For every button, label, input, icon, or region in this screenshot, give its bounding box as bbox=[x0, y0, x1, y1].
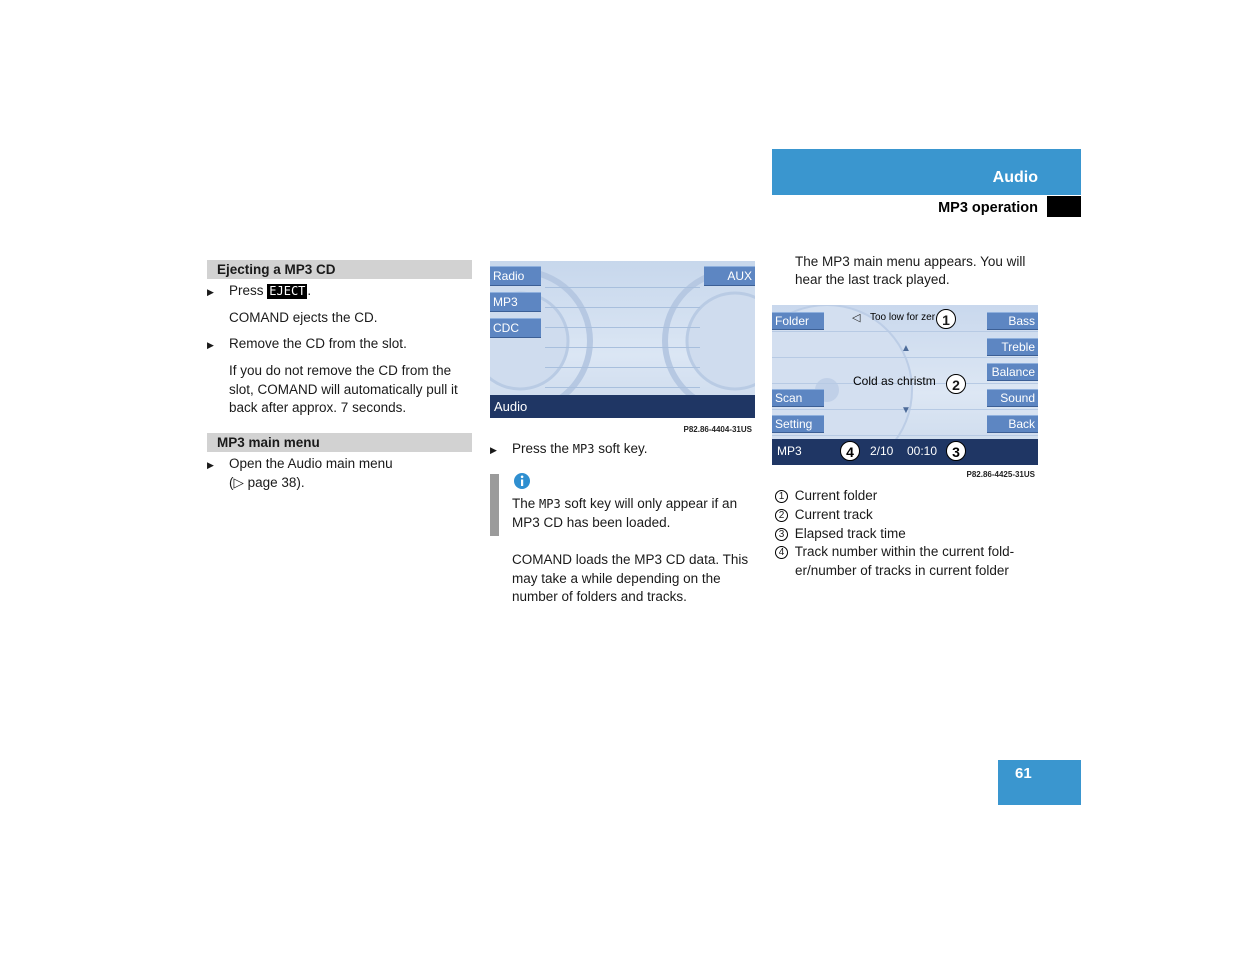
eject-key: EJECT bbox=[269, 284, 306, 298]
page-number: 61 bbox=[1015, 765, 1032, 782]
info-text: MP3 CD has been loaded. bbox=[512, 515, 671, 530]
back-soft-key[interactable]: Back bbox=[987, 415, 1038, 433]
track-up-arrow-icon[interactable]: ▲ bbox=[901, 343, 911, 354]
result-text: may take a while depending on the bbox=[512, 571, 721, 586]
legend-item: 2 Current track bbox=[775, 506, 873, 525]
chapter-title: Audio bbox=[992, 169, 1038, 186]
mp3-key-label: MP3 bbox=[572, 442, 595, 456]
intro-text: hear the last track played. bbox=[795, 272, 950, 287]
mp3-status-bar bbox=[772, 439, 1038, 465]
current-track-name: Cold as christm bbox=[853, 374, 936, 388]
status-source-label: MP3 bbox=[777, 444, 802, 458]
divider bbox=[772, 331, 1038, 332]
note-line: If you do not remove the CD from the bbox=[229, 363, 452, 378]
info-text: The MP3 soft key will only appear if an bbox=[512, 496, 738, 511]
intro-text: The MP3 main menu appears. You will bbox=[795, 254, 1026, 269]
instruction-open-audio: Open the Audio main menu bbox=[229, 456, 393, 471]
divider bbox=[545, 387, 700, 388]
divider bbox=[545, 347, 700, 348]
bass-soft-key[interactable]: Bass bbox=[987, 312, 1038, 330]
screen-status-bar: Audio bbox=[490, 395, 755, 418]
divider bbox=[772, 435, 1038, 436]
treble-soft-key[interactable]: Treble bbox=[987, 338, 1038, 356]
legend-item: 4 Track number within the current fold- bbox=[775, 543, 1014, 562]
figure-caption: P82.86-4425-31US bbox=[966, 470, 1035, 479]
setting-soft-key[interactable]: Setting bbox=[772, 415, 824, 433]
divider bbox=[545, 307, 700, 308]
divider bbox=[545, 327, 700, 328]
scan-soft-key[interactable]: Scan bbox=[772, 389, 824, 407]
instruction-press-mp3: Press the MP3 soft key. bbox=[512, 441, 648, 456]
section-subtitle: MP3 operation bbox=[938, 200, 1038, 216]
balance-soft-key[interactable]: Balance bbox=[987, 363, 1038, 381]
mp3-menu-screenshot bbox=[772, 305, 1038, 465]
mp3-soft-key[interactable]: MP3 bbox=[490, 292, 541, 312]
info-sidebar bbox=[490, 474, 499, 536]
result-text: COMAND loads the MP3 CD data. This bbox=[512, 552, 749, 567]
bullet-arrow-icon: ▶ bbox=[207, 287, 214, 297]
callout-2: 2 bbox=[946, 374, 966, 394]
page-number-box bbox=[998, 760, 1081, 805]
legend-continuation: er/number of tracks in current folder bbox=[795, 563, 1009, 578]
info-icon bbox=[513, 472, 531, 490]
result-text: number of folders and tracks. bbox=[512, 589, 687, 604]
bullet-arrow-icon: ▶ bbox=[207, 340, 214, 350]
track-down-arrow-icon[interactable]: ▼ bbox=[901, 405, 911, 416]
section-heading-eject: Ejecting a MP3 CD bbox=[207, 260, 472, 279]
instruction-press-eject: Press EJECT . bbox=[229, 283, 312, 298]
divider bbox=[545, 367, 700, 368]
note-line: slot, COMAND will automatically pull it bbox=[229, 382, 458, 397]
callout-4: 4 bbox=[840, 441, 860, 461]
current-folder-name: Too low for zer bbox=[870, 312, 936, 323]
bullet-arrow-icon: ▶ bbox=[207, 460, 214, 470]
radio-soft-key[interactable]: Radio bbox=[490, 266, 541, 286]
aux-soft-key[interactable]: AUX bbox=[704, 266, 755, 286]
cdc-soft-key[interactable]: CDC bbox=[490, 318, 541, 338]
figure-caption: P82.86-4404-31US bbox=[683, 425, 752, 434]
bullet-arrow-icon: ▶ bbox=[490, 445, 497, 455]
legend-item: 1 Current folder bbox=[775, 487, 877, 506]
folder-soft-key[interactable]: Folder bbox=[772, 312, 824, 330]
elapsed-time: 00:10 bbox=[907, 444, 938, 458]
note-line: back after approx. 7 seconds. bbox=[229, 400, 407, 415]
header-marker bbox=[1047, 196, 1081, 217]
mp3-key-label: MP3 bbox=[539, 497, 561, 511]
track-number: 2/10 bbox=[870, 444, 894, 458]
divider bbox=[545, 287, 700, 288]
legend-item: 3 Elapsed track time bbox=[775, 525, 906, 544]
sound-soft-key[interactable]: Sound bbox=[987, 389, 1038, 407]
page-reference: (▷ page 38). bbox=[229, 475, 305, 490]
audio-menu-screenshot bbox=[490, 261, 755, 418]
divider bbox=[772, 357, 1038, 358]
callout-3: 3 bbox=[946, 441, 966, 461]
folder-left-arrow-icon[interactable]: ◁ bbox=[852, 312, 861, 324]
section-heading-mp3-menu: MP3 main menu bbox=[207, 433, 472, 452]
callout-1: 1 bbox=[936, 309, 956, 329]
result-text: COMAND ejects the CD. bbox=[229, 310, 378, 325]
instruction-remove-cd: Remove the CD from the slot. bbox=[229, 336, 407, 351]
